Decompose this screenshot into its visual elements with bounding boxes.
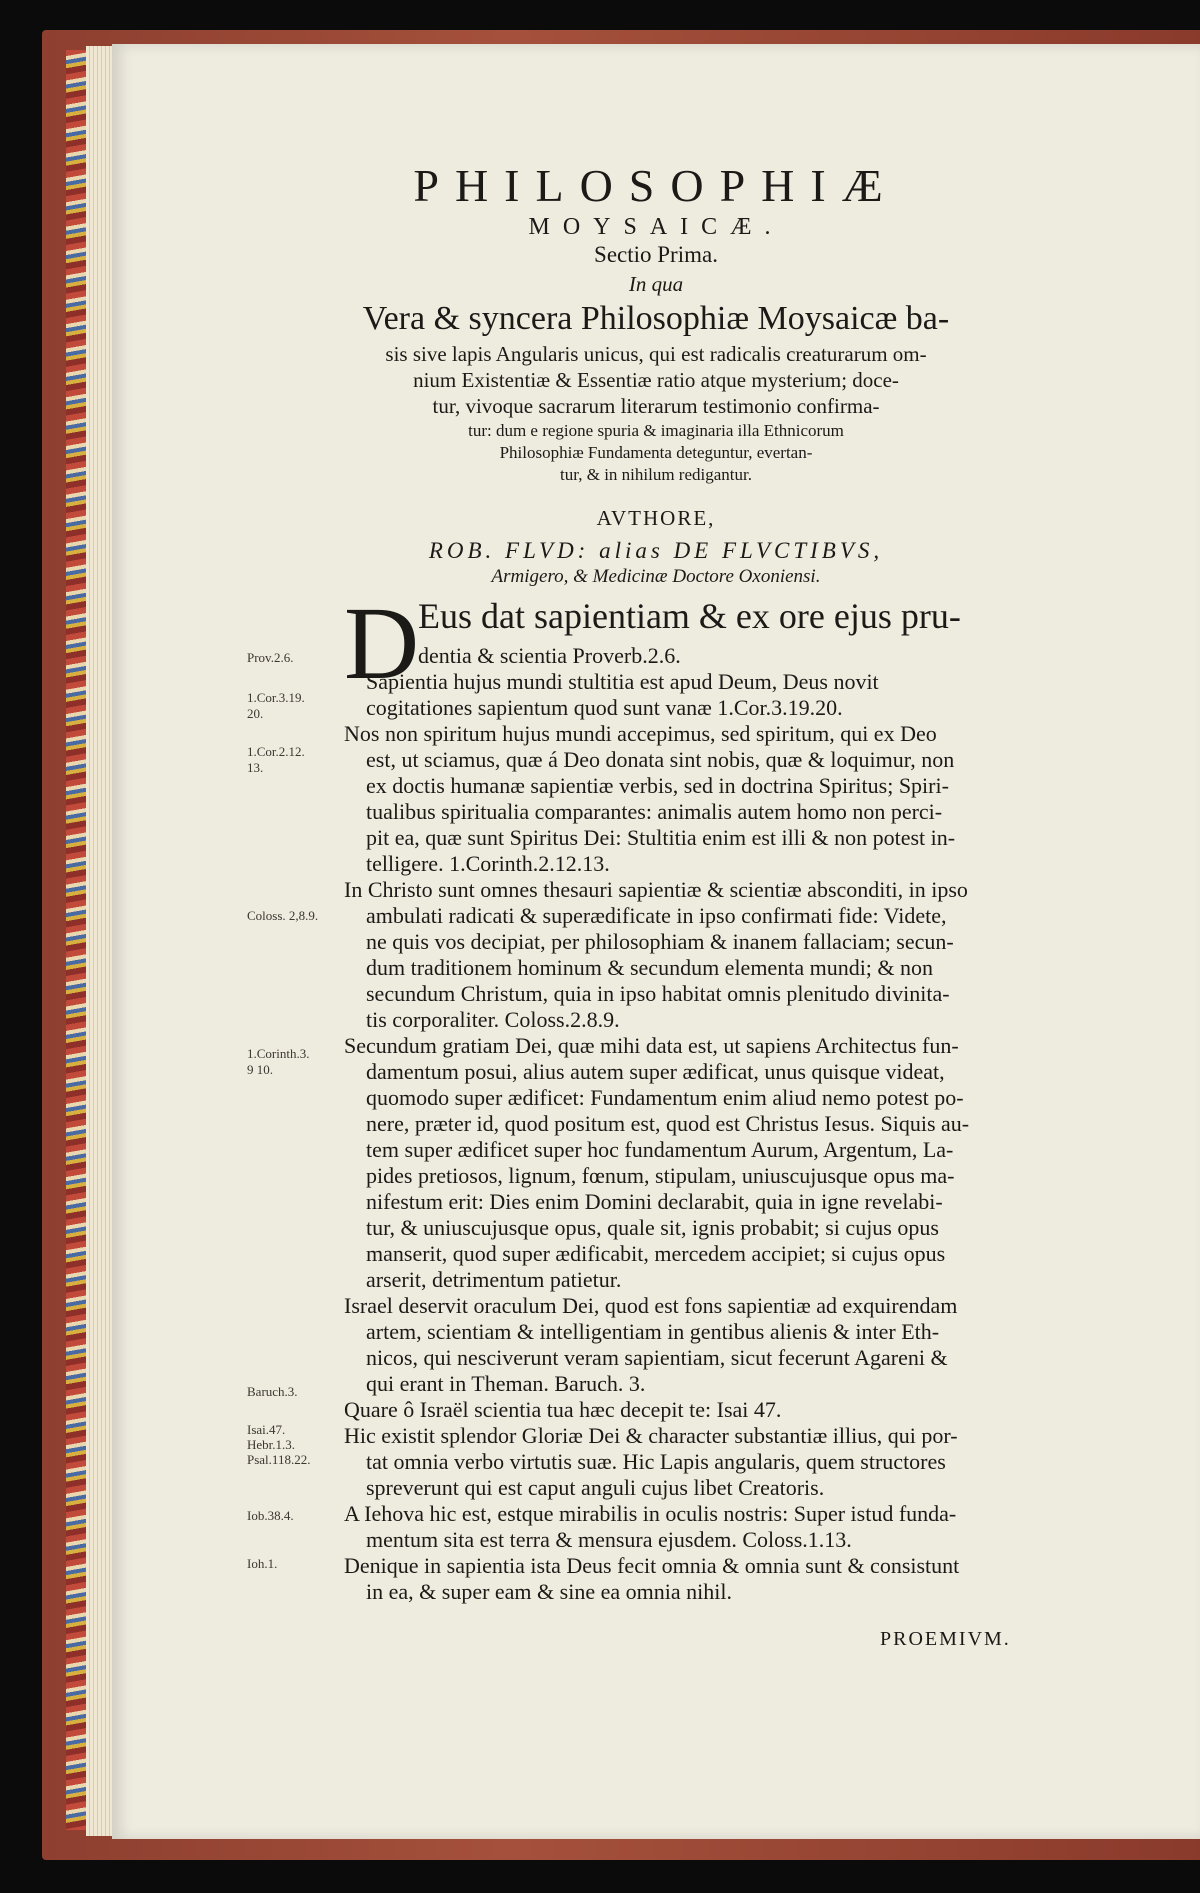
body-line: arserit, detrimentum patietur. bbox=[366, 1267, 622, 1292]
body-line: dentia & scientia Proverb.2.6. bbox=[418, 643, 681, 668]
margin-note: Iob.38.4. bbox=[247, 1508, 294, 1523]
in-qua-heading: In qua bbox=[628, 272, 684, 296]
body-line: Israel deservit oraculum Dei, quod est fons sapientiæ ad exquirendam bbox=[344, 1293, 958, 1318]
page-title: PHILOSOPHIÆ bbox=[413, 160, 899, 211]
margin-note: Hebr.1.3. bbox=[247, 1437, 296, 1452]
body-line: in ea, & super eam & sine ea omnia nihil. bbox=[366, 1579, 732, 1604]
body-line: In Christo sunt omnes thesauri sapientiæ & scientiæ absconditi, in ipso bbox=[344, 877, 968, 902]
margin-note: Ioh.1. bbox=[247, 1556, 278, 1571]
body-line: dum traditionem hominum & secundum elementa mundi; & non bbox=[366, 955, 934, 980]
body-line: tat omnia verbo virtutis suæ. Hic Lapis angularis, quem structores bbox=[366, 1449, 946, 1474]
summary-line: tur, & in nihilum redigantur. bbox=[560, 465, 752, 484]
body-line: Nos non spiritum hujus mundi accepimus, sed spiritum, qui ex Deo bbox=[344, 721, 937, 746]
book-page bbox=[112, 44, 1200, 1839]
body-line: Sapientia hujus mundi stultitia est apud Deum, Deus novit bbox=[366, 669, 879, 694]
author-name: ROB. FLVD: alias DE FLVCTIBVS, bbox=[428, 538, 884, 563]
body-line: cogitationes sapientum quod sunt vanæ 1.Cor.3.19.20. bbox=[366, 695, 843, 720]
body-line: est, ut sciamus, quæ á Deo donata sint nobis, quæ & loquimur, non bbox=[366, 747, 955, 772]
margin-note: 9 10. bbox=[247, 1062, 273, 1077]
body-line: Hic existit splendor Gloriæ Dei & character substantiæ illius, qui por- bbox=[344, 1423, 958, 1448]
body-line: spreverunt qui est caput anguli cujus libet Creatoris. bbox=[366, 1475, 825, 1500]
body-line: Eus dat sapientiam & ex ore ejus pru- bbox=[418, 596, 961, 636]
margin-note: 20. bbox=[247, 706, 264, 721]
body-line: qui erant in Theman. Baruch. 3. bbox=[366, 1371, 646, 1396]
margin-note: Coloss. 2,8.9. bbox=[247, 908, 319, 923]
summary-line: tur, vivoque sacrarum literarum testimonio confirma- bbox=[432, 394, 880, 418]
margin-note: Baruch.3. bbox=[247, 1384, 298, 1399]
body-line: artem, scientiam & intelligentiam in gentibus alienis & inter Eth- bbox=[366, 1319, 940, 1344]
body-line: damentum posui, alius autem super ædificat, unus quisque videat, bbox=[366, 1059, 945, 1084]
body-line: nicos, qui nesciverunt veram sapientiam, sicut fecerunt Agareni & bbox=[366, 1345, 948, 1370]
drop-cap: D bbox=[344, 586, 420, 701]
author-credentials: Armigero, & Medicinæ Doctore Oxoniensi. bbox=[491, 566, 821, 587]
author-label: AVTHORE, bbox=[596, 506, 716, 530]
body-line: pit ea, quæ sunt Spiritus Dei: Stultitia enim est illi & non potest in- bbox=[366, 825, 956, 850]
margin-note: Isai.47. bbox=[247, 1422, 286, 1437]
section-heading: Sectio Prima. bbox=[594, 242, 718, 267]
body-line: Denique in sapientia ista Deus fecit omnia & omnia sunt & consistunt bbox=[344, 1553, 960, 1578]
body-line: Secundum gratiam Dei, quæ mihi data est, ut sapiens Architectus fun- bbox=[344, 1033, 959, 1058]
page-subtitle: MOYSAICÆ. bbox=[528, 214, 784, 240]
catchword: PROEMIVM. bbox=[880, 1628, 1011, 1650]
summary-line: nium Existentiæ & Essentiæ ratio atque mysterium; doce- bbox=[413, 368, 899, 392]
summary-line: tur: dum e regione spuria & imaginaria illa Ethnicorum bbox=[468, 421, 844, 440]
margin-note: Psal.118.22. bbox=[247, 1452, 311, 1467]
marbled-endpaper bbox=[66, 50, 88, 1830]
summary-line: Vera & syncera Philosophiæ Moysaicæ ba- bbox=[362, 300, 950, 337]
body-line: ex doctis humanæ sapientiæ verbis, sed in doctrina Spiritus; Spiri- bbox=[366, 773, 949, 798]
body-line: nere, præter id, quod positum est, quod est Christus Iesus. Siquis au- bbox=[366, 1111, 970, 1136]
body-line: ambulati radicati & superædificate in ipso confirmati fide: Videte, bbox=[366, 903, 947, 928]
margin-note: 1.Corinth.3. bbox=[247, 1046, 310, 1061]
body-line: tualibus spiritualia comparantes: animalis autem homo non perci- bbox=[366, 799, 943, 824]
body-line: quomodo super ædificet: Fundamentum enim aliud nemo potest po- bbox=[366, 1085, 964, 1110]
body-line: tem super ædificet super hoc fundamentum Aurum, Argentum, La- bbox=[366, 1137, 954, 1162]
summary-line: Philosophiæ Fundamenta deteguntur, evertan- bbox=[499, 443, 813, 462]
body-line: mentum sita est terra & mensura ejusdem. Coloss.1.13. bbox=[366, 1527, 852, 1552]
body-line: pides pretiosos, lignum, fœnum, stipulam, uniuscujusque opus ma- bbox=[366, 1163, 955, 1188]
margin-note: 1.Cor.3.19. bbox=[247, 690, 305, 705]
body-line: tis corporaliter. Coloss.2.8.9. bbox=[366, 1007, 620, 1032]
body-line: ne quis vos decipiat, per philosophiam & inanem fallaciam; secun- bbox=[366, 929, 954, 954]
body-line: secundum Christum, quia in ipso habitat omnis plenitudo divinita- bbox=[366, 981, 950, 1006]
body-line: Quare ô Israël scientia tua hæc decepit te: Isai 47. bbox=[344, 1397, 782, 1422]
body-line: manserit, quod super ædificabit, mercedem accipiet; si cujus opus bbox=[366, 1241, 946, 1266]
body-line: A Iehova hic est, estque mirabilis in oculis nostris: Super istud funda- bbox=[344, 1501, 957, 1526]
body-line: tur, & uniuscujusque opus, quale sit, ignis probabit; si cujus opus bbox=[366, 1215, 939, 1240]
summary-line: sis sive lapis Angularis unicus, qui est radicalis creaturarum om- bbox=[385, 342, 927, 366]
body-line: nifestum erit: Dies enim Domini declarabit, quia in igne revelabi- bbox=[366, 1189, 943, 1214]
margin-note: 13. bbox=[247, 760, 264, 775]
margin-note: 1.Cor.2.12. bbox=[247, 744, 305, 759]
body-line: telligere. 1.Corinth.2.12.13. bbox=[366, 851, 610, 876]
margin-note: Prov.2.6. bbox=[247, 650, 294, 665]
